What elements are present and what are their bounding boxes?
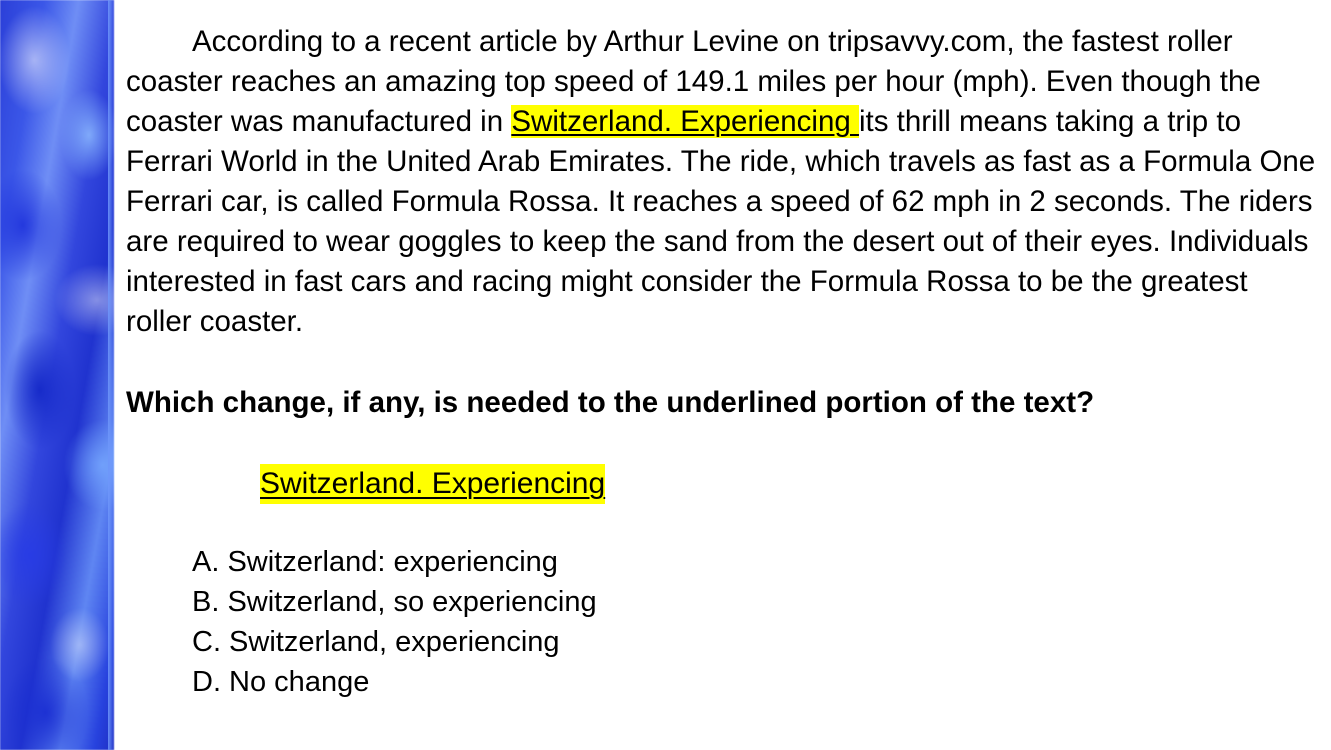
answer-choices (126, 542, 1321, 702)
answer-choice-b[interactable]: B. Switzerland, so experiencing (192, 586, 597, 618)
decorative-blue-band (0, 0, 114, 750)
answer-choice-a[interactable]: A. Switzerland: experiencing (192, 546, 558, 578)
underlined-portion-stem: Switzerland. Experiencing (260, 464, 605, 504)
passage-text-part-2: its thrill means taking a trip to Ferrari World in the United Arab Emirates. The ride, which travels as fast as a Formula One Ferrari car, is called Formula Rossa. It reaches a speed of 62 mph in 2 seconds. The riders are required to wear goggles to keep the sand from the desert out of their eyes. Individuals interested in fast cars and racing might consider the Formula Rossa to be the greatest roller coaster. (126, 105, 1316, 338)
answer-choice-d[interactable]: D. No change (192, 666, 370, 698)
answer-choice-c[interactable]: C. Switzerland, experiencing (192, 626, 560, 658)
passage-text-part-1: According to a recent article by Arthur Levine on tripsavvy.com, the fastest roller coaster reaches an amazing top speed of 149.1 miles per hour (mph). Even though the coaster was manufactured in (126, 25, 1261, 138)
passage-paragraph (126, 22, 1321, 342)
decorative-band-edge (108, 0, 114, 750)
slide-content (126, 22, 1321, 718)
question-prompt: Which change, if any, is needed to the underlined portion of the text? (126, 386, 1095, 419)
stem-container (126, 464, 1321, 504)
passage-highlighted-phrase: Switzerland. Experiencing (511, 105, 859, 138)
